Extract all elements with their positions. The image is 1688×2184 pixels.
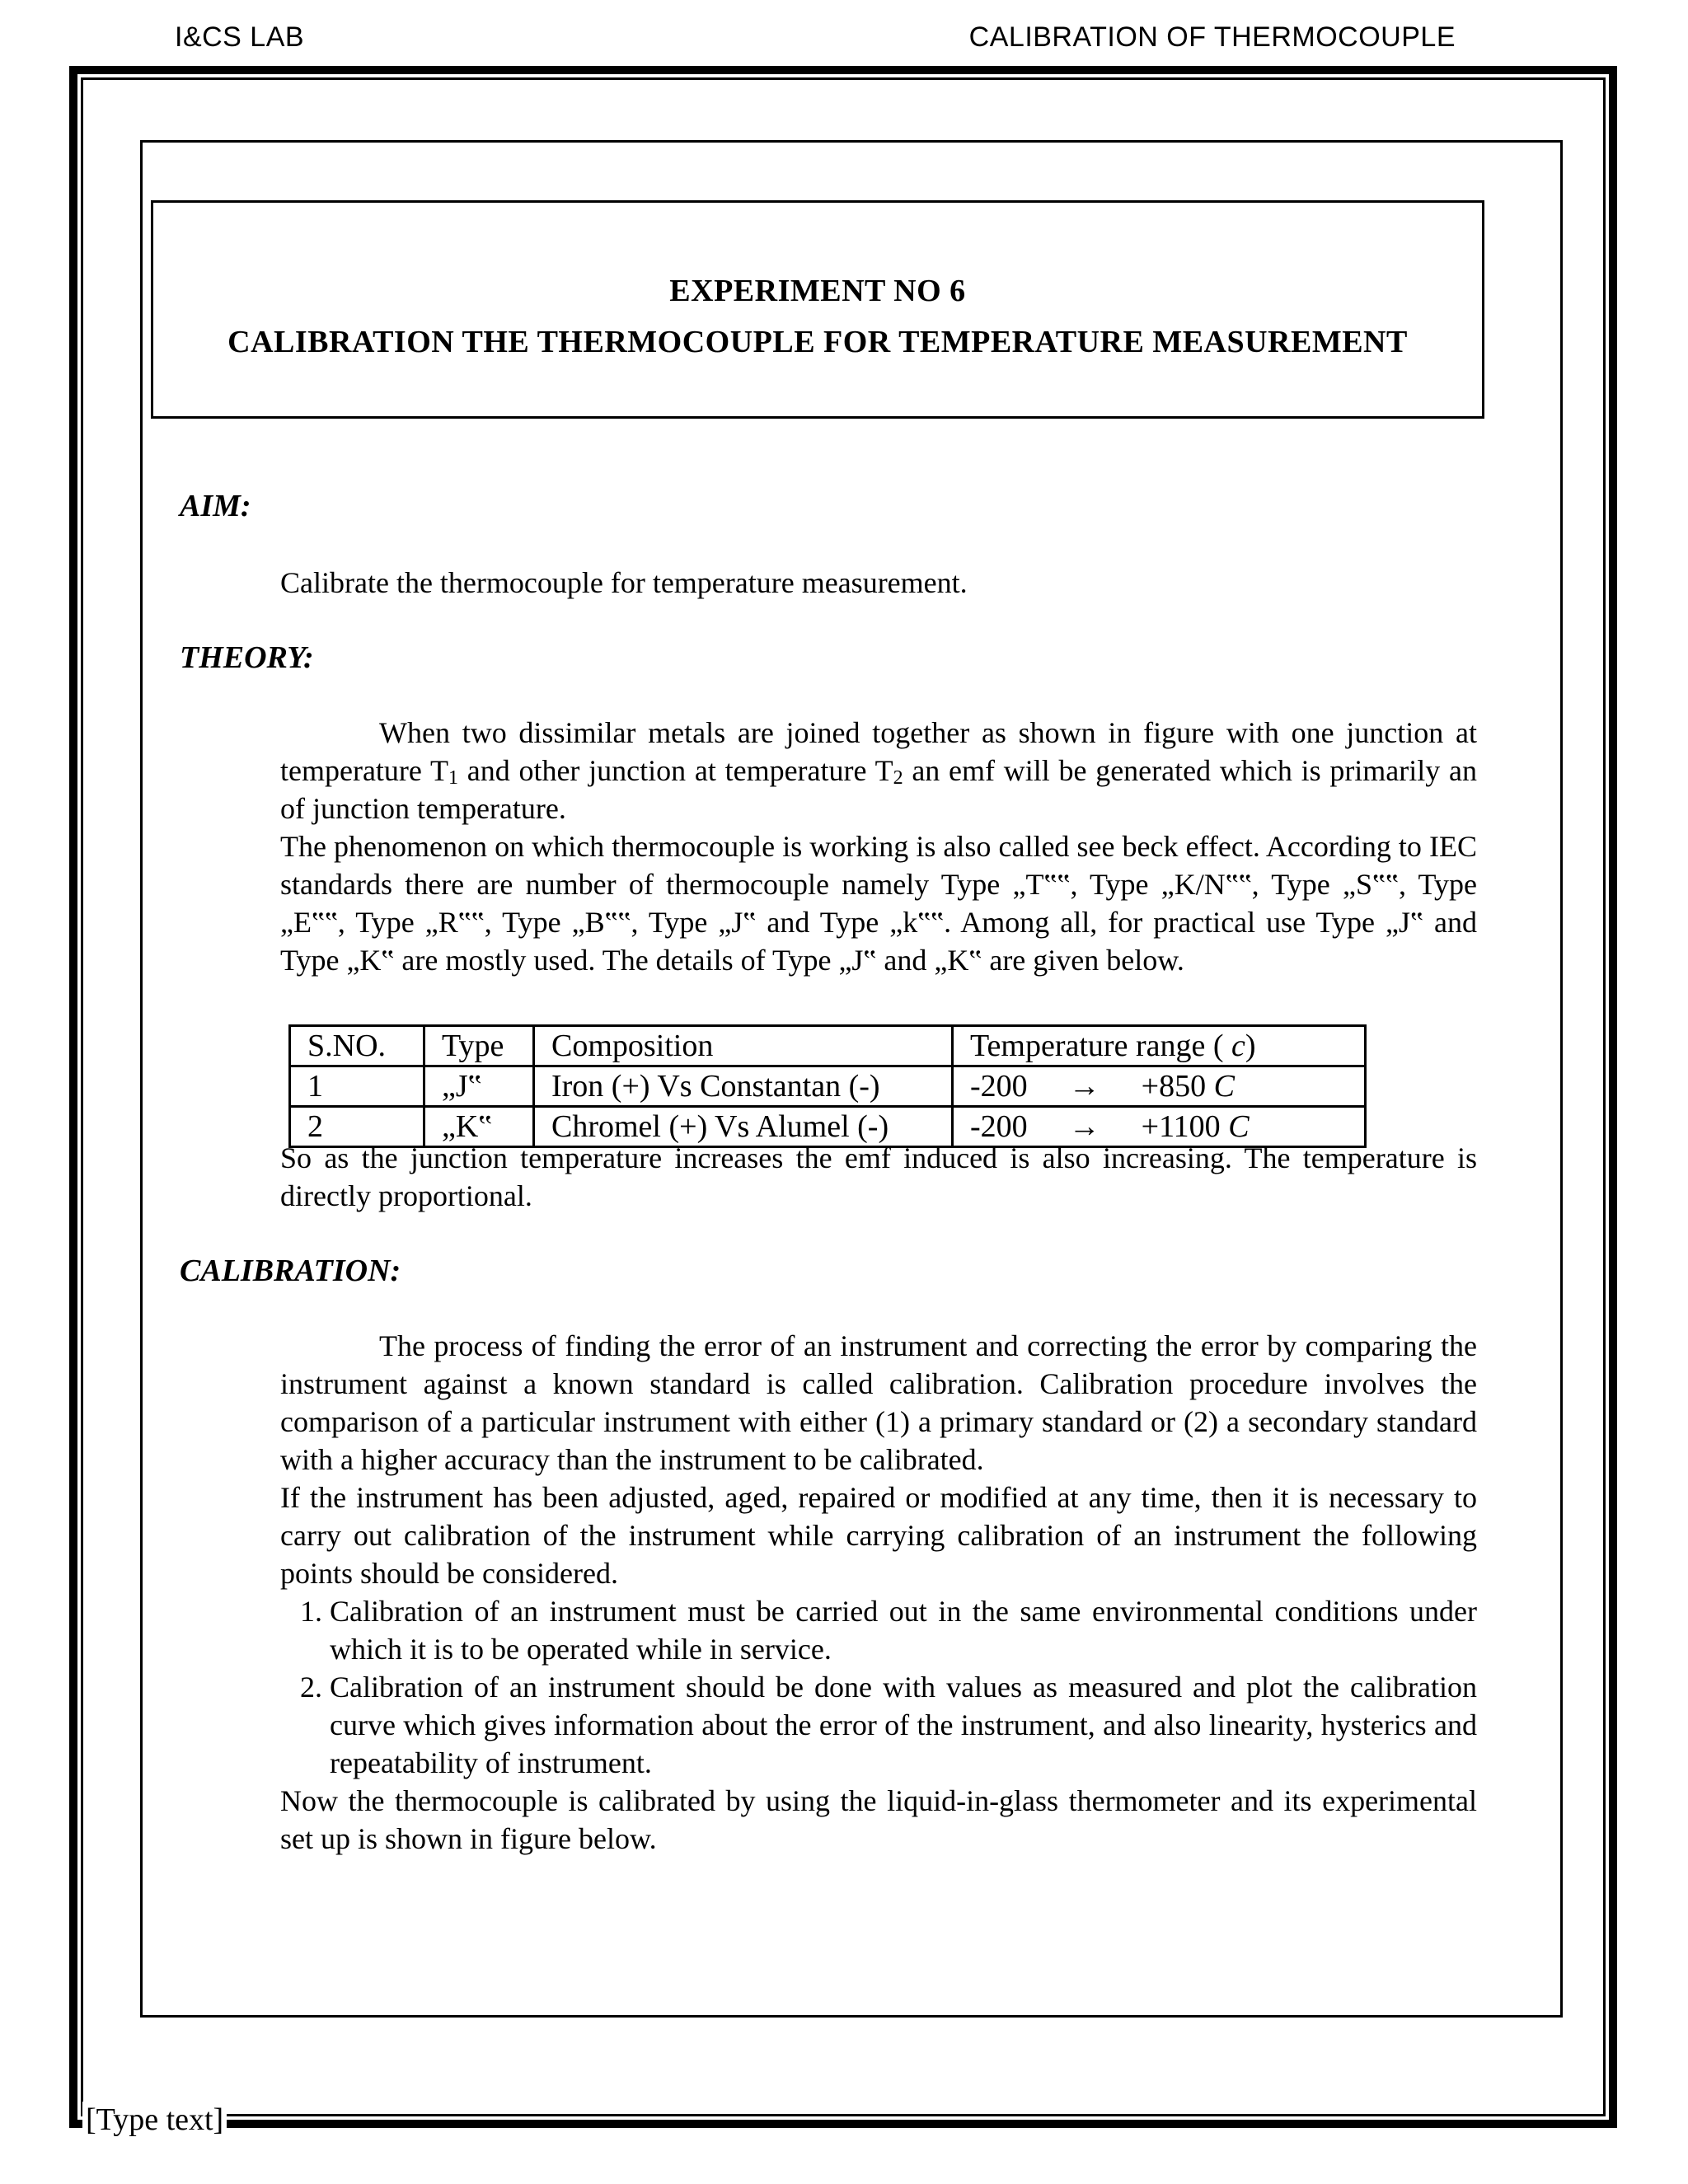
aim-heading: AIM: — [180, 489, 251, 523]
table-cell-sno: 2 — [290, 1107, 424, 1147]
table-cell-range: -200 → +1100 C — [953, 1107, 1366, 1147]
table-header-composition: Composition — [534, 1026, 953, 1066]
calibration-paragraph-3: Now the thermocouple is calibrated by using the liquid-in-glass thermometer and its experimental set up is shown in figure below. — [280, 1784, 1477, 1855]
theory-conclusion — [280, 1139, 1477, 1215]
aim-text — [280, 564, 1477, 602]
theory-paragraph-1: When two dissimilar metals are joined together as shown in figure with one junction at temperature $T_1$ and other junction at temperature $T_2$ an emf will be generated which is primarily an of junction temperature. — [280, 716, 1477, 825]
table-header-type: Type — [424, 1026, 534, 1066]
experiment-title: CALIBRATION THE THERMOCOUPLE FOR TEMPERATURE MEASUREMENT — [227, 325, 1408, 359]
title-box — [151, 200, 1484, 419]
table-cell-composition: Chromel (+) Vs Alumel (-) — [534, 1107, 953, 1147]
table-cell-sno: 1 — [290, 1066, 424, 1107]
aim-paragraph: Calibrate the thermocouple for temperature measurement. — [280, 566, 968, 599]
table-cell-type: „J‟ — [424, 1066, 534, 1107]
theory-section — [280, 714, 1477, 979]
calibration-heading: CALIBRATION: — [180, 1254, 401, 1288]
header-topic: CALIBRATION OF THERMOCOUPLE — [968, 21, 1456, 53]
table-cell-composition: Iron (+) Vs Constantan (-) — [534, 1066, 953, 1107]
table-row — [290, 1066, 1366, 1107]
experiment-number: EXPERIMENT NO 6 — [669, 274, 966, 308]
table-header-sno: S.NO. — [290, 1026, 424, 1066]
table-header-range: Temperature range ( c) — [953, 1026, 1366, 1066]
theory-paragraph-3: So as the junction temperature increases the emf induced is also increasing. The temperature is directly proportional. — [280, 1141, 1477, 1212]
calibration-paragraph-2: If the instrument has been adjusted, aged, repaired or modified at any time, then it is necessary to carry out calibration of the instrument while carrying calibration of an instrument the following points should be considered. — [280, 1481, 1477, 1590]
footer-placeholder: [Type text] — [82, 2102, 227, 2138]
list-item: 1. Calibration of an instrument must be carried out in the same environmental conditions under which it is to be operated while in service. — [330, 1592, 1477, 1668]
table-cell-range: -200 → +850 C — [953, 1066, 1366, 1107]
theory-paragraph-2: The phenomenon on which thermocouple is working is also called see beck effect. According to IEC standards there are number of thermocouple namely Type „T‟‟, Type „K/N‟‟, Type „S‟‟, Type „E‟‟, Type „R‟‟, Type „B‟‟, Type „J‟ and Type „k‟‟. Among all, for practical use Type „J‟ and Type „K‟ are mostly used. The details of Type „J‟ and „K‟ are given below. — [280, 830, 1477, 977]
table-header-row — [290, 1026, 1366, 1066]
calibration-points — [280, 1592, 1477, 1782]
list-item: 2. Calibration of an instrument should be done with values as measured and plot the calibration curve which gives information about the error of the instrument, and also linearity, hysterics and repeatability of instrument. — [330, 1668, 1477, 1782]
calibration-paragraph-1: The process of finding the error of an instrument and correcting the error by comparing the instrument against a known standard is called calibration. Calibration procedure involves the comparison of a particular instrument with either (1) a primary standard or (2) a secondary standard with a higher accuracy than the instrument to be calibrated. — [280, 1329, 1477, 1476]
header-lab-name: I&CS LAB — [175, 21, 305, 53]
calibration-section — [280, 1327, 1477, 1858]
thermocouple-table — [288, 1024, 1367, 1148]
theory-heading: THEORY: — [180, 640, 314, 675]
table-cell-type: „K‟ — [424, 1107, 534, 1147]
